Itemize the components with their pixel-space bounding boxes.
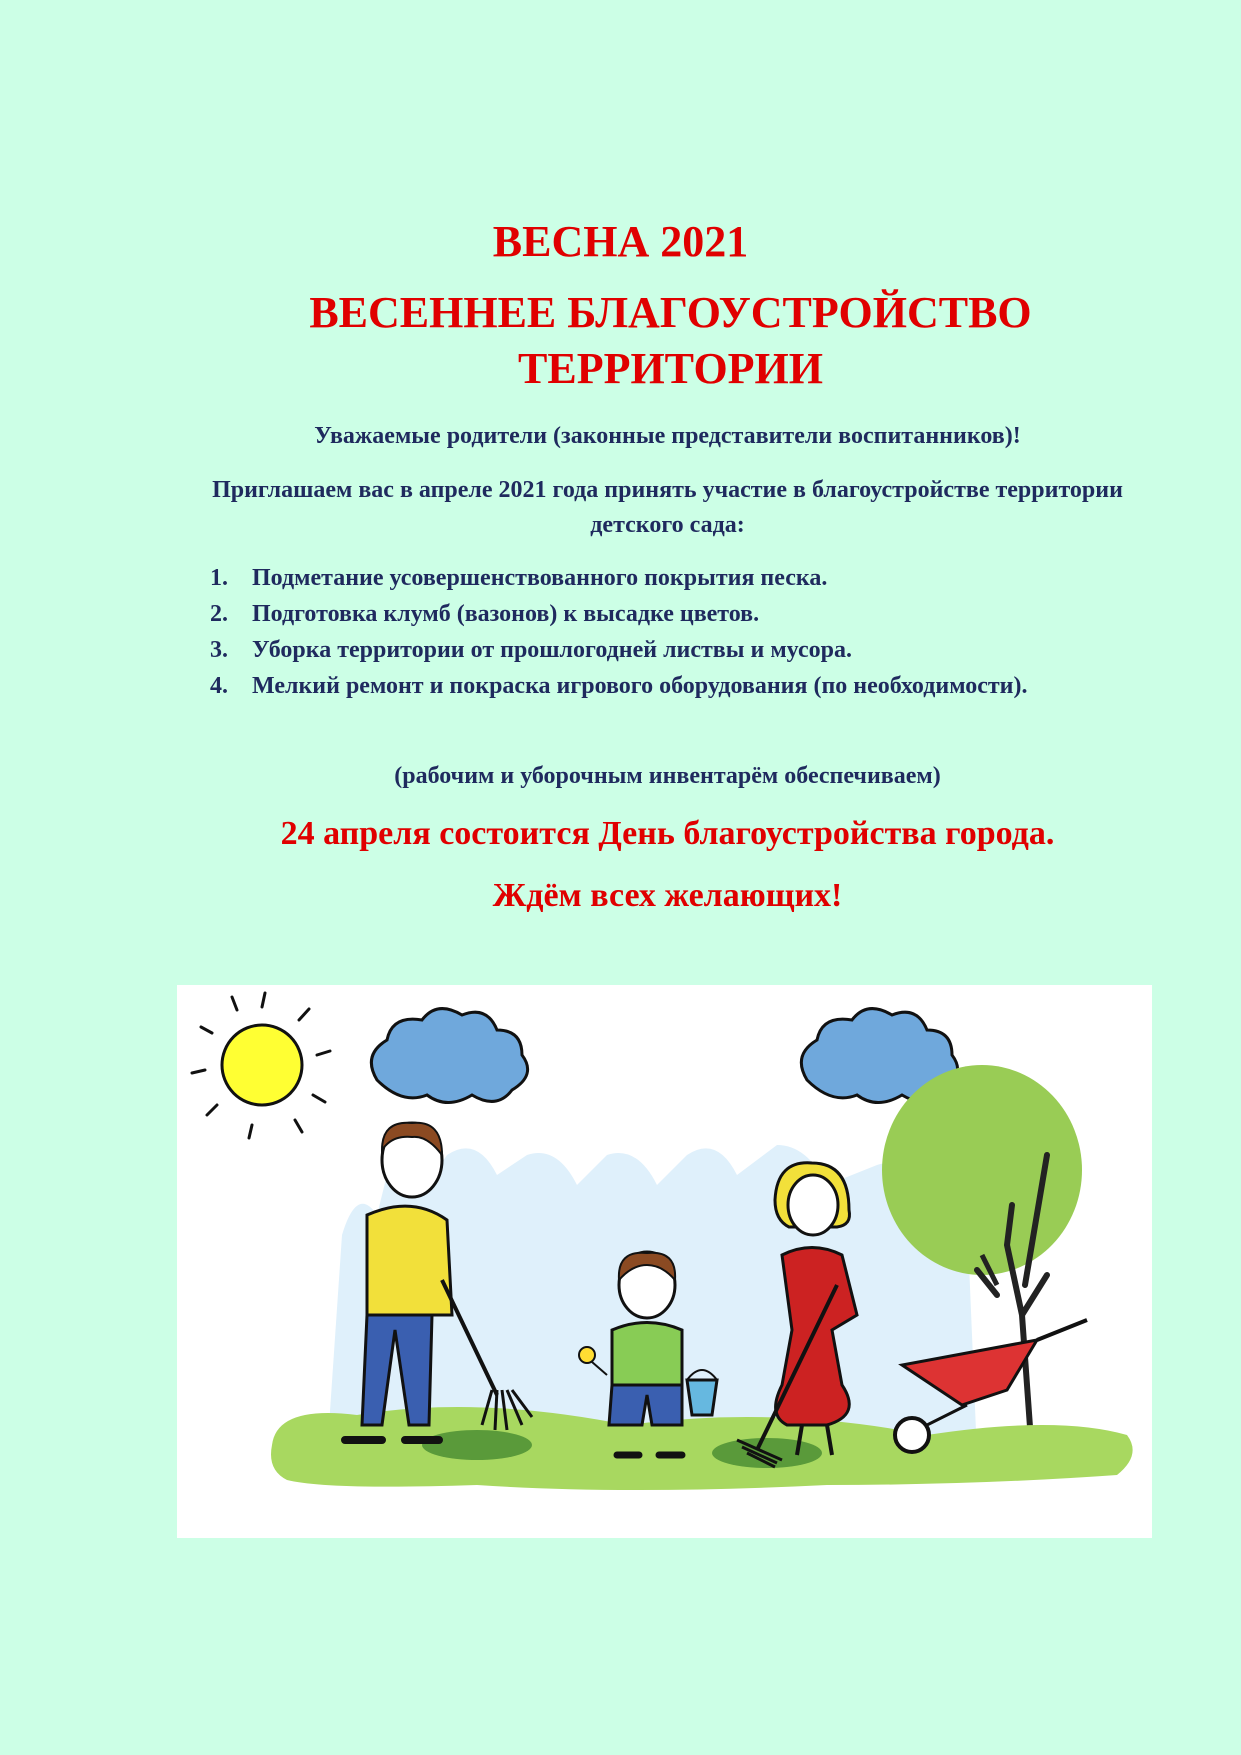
event-announcement: 24 апреля состоится День благоустройства города. [280,815,1055,852]
invitation-text: Приглашаем вас в апреле 2021 года принять участие в благоустройстве территории детского сада: [212,477,1123,538]
leaf-pile [422,1430,532,1460]
sun-icon [192,993,330,1138]
list-item [210,560,1040,596]
list-item-text: Уборка территории от прошлогодней листвы и мусора. [252,637,852,663]
title-year: ВЕСНА 2021 [492,217,749,266]
list-item [210,596,1040,632]
title-main: ВЕСЕННЕЕ БЛАГОУСТРОЙСТВО ТЕРРИТОРИИ [309,288,1032,393]
greeting-text: Уважаемые родители (законные представители воспитанников)! [314,423,1021,449]
list-item-number: 1. [210,565,228,591]
task-list [210,560,1040,704]
invitation-closing: Ждём всех желающих! [492,877,843,914]
list-item-number: 4. [210,673,228,699]
list-item-number: 3. [210,637,228,663]
grass [271,1407,1133,1490]
list-item-number: 2. [210,601,228,627]
list-item [210,668,1040,704]
cloud-icon [371,1009,527,1103]
list-item-text: Подметание усовершенствованного покрытия песка. [252,565,828,591]
list-item-text: Мелкий ремонт и покраска игрового оборудования (по необходимости). [252,673,1028,699]
equipment-note: (рабочим и уборочным инвентарём обеспечиваем) [394,763,941,789]
list-item-text: Подготовка клумб (вазонов) к высадке цветов. [252,601,760,627]
family-cleanup-illustration [177,985,1152,1538]
list-item [210,632,1040,668]
